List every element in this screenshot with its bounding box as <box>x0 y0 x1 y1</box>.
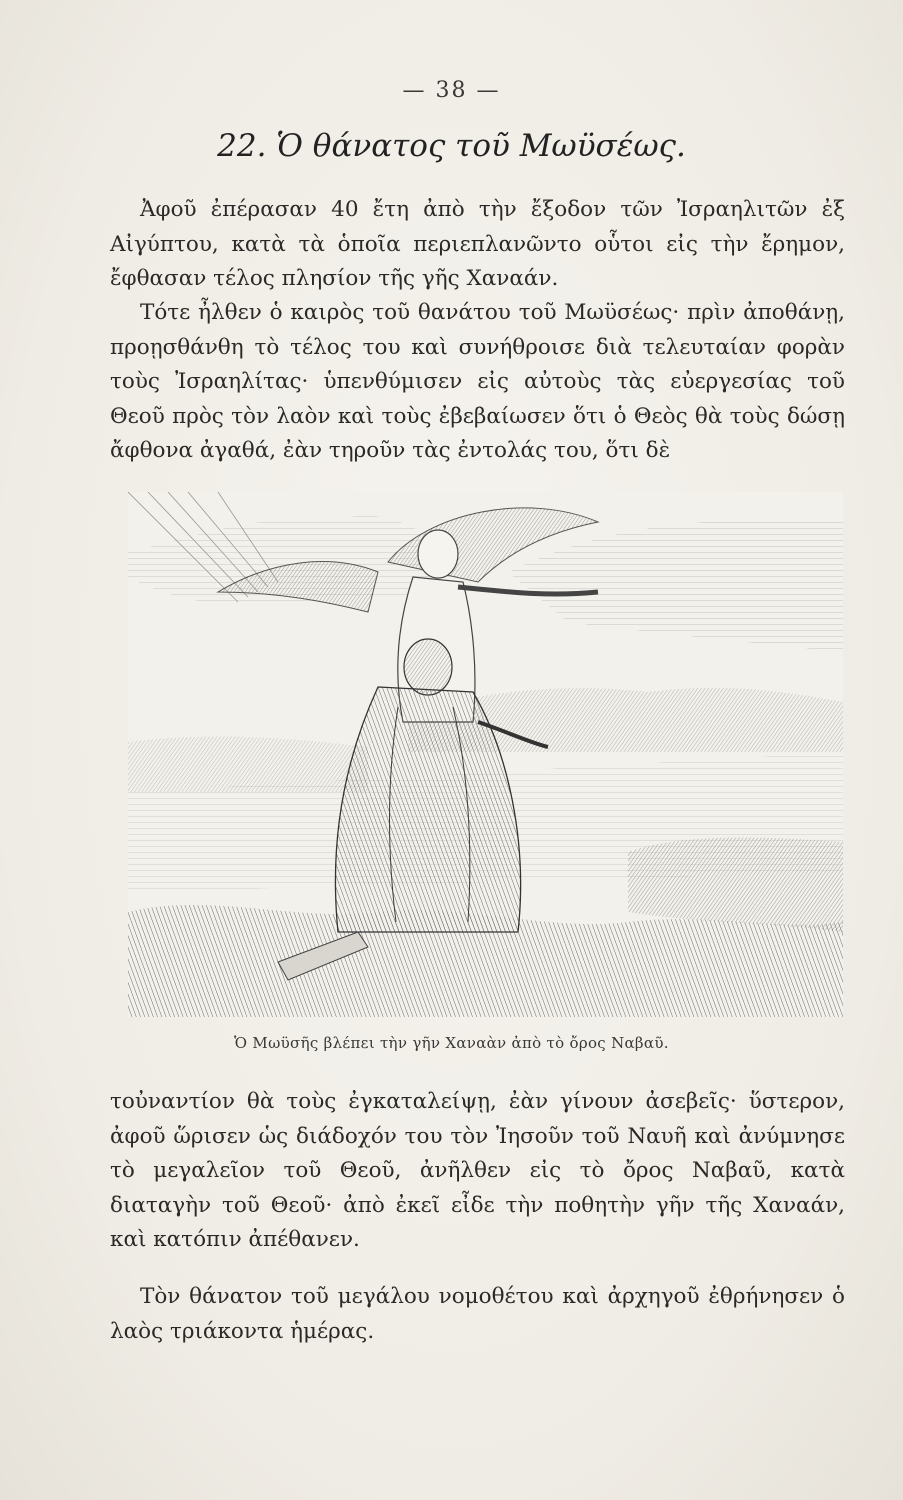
engraving-moses-angel <box>128 492 843 1017</box>
engraving-illustration <box>128 492 843 1017</box>
paragraph: Ἀφοῦ ἐπέρασαν 40 ἔτη ἀπὸ τὴν ἔξοδον τῶν Ἰσραηλιτῶν ἐξ Αἰγύπτου, κατὰ τὰ ὁποῖα περιεπλανῶντο οὗτοι εἰς τὴν ἔρημον, ἔφθασαν τέλος πλησίον τῆς γῆς Χαναάν. <box>110 197 845 291</box>
figure-caption: Ὁ Μωϋσῆς βλέπει τὴν γῆν Χαναὰν ἀπὸ τὸ ὄρος Ναβαῦ. <box>234 1034 669 1052</box>
chapter-title: 22. Ὁ θάνατος τοῦ Μωϋσέως. <box>217 128 686 164</box>
paragraph: Τότε ἦλθεν ὁ καιρὸς τοῦ θανάτου τοῦ Μωϋσέως· πρὶν ἀποθάνῃ, προῃσθάνθη τὸ τέλος του καὶ συνήθροισε διὰ τελευταίαν φορὰν τοὺς Ἰσραηλίτας· ὑπενθύμισεν εἰς αὐτοὺς τὰς εὐεργεσίας τοῦ Θεοῦ πρὸς τὸν λαὸν καὶ τοὺς ἐβεβαίωσεν ὅτι ὁ Θεὸς θὰ τοὺς δώσῃ ἄφθονα ἀγαθά, ἐὰν τηροῦν τὰς ἐντολάς του, ὅτι δὲ <box>110 300 845 463</box>
page-number: — 38 — <box>402 78 501 103</box>
paragraph: τοὐναντίον θὰ τοὺς ἐγκαταλείψῃ, ἐὰν γίνουν ἀσεβεῖς· ὕστερον, ἀφοῦ ὥρισεν ὡς διάδοχόν του τὸν Ἰησοῦν τοῦ Ναυῆ καὶ ἀνύμνησε τὸ μεγαλεῖον τοῦ Θεοῦ, ἀνῆλθεν εἰς τὸ ὄρος Ναβαῦ, κατὰ διαταγὴν τοῦ Θεοῦ· ἀπὸ ἐκεῖ εἶδε τὴν ποθητὴν γῆν τῆς Χαναάν, καὶ κατόπιν ἀπέθανεν. <box>110 1089 845 1252</box>
paragraph: Τὸν θάνατον τοῦ μεγάλου νομοθέτου καὶ ἀρχηγοῦ ἐθρήνησεν ὁ λαὸς τριάκοντα ἡμέρας. <box>110 1284 845 1344</box>
